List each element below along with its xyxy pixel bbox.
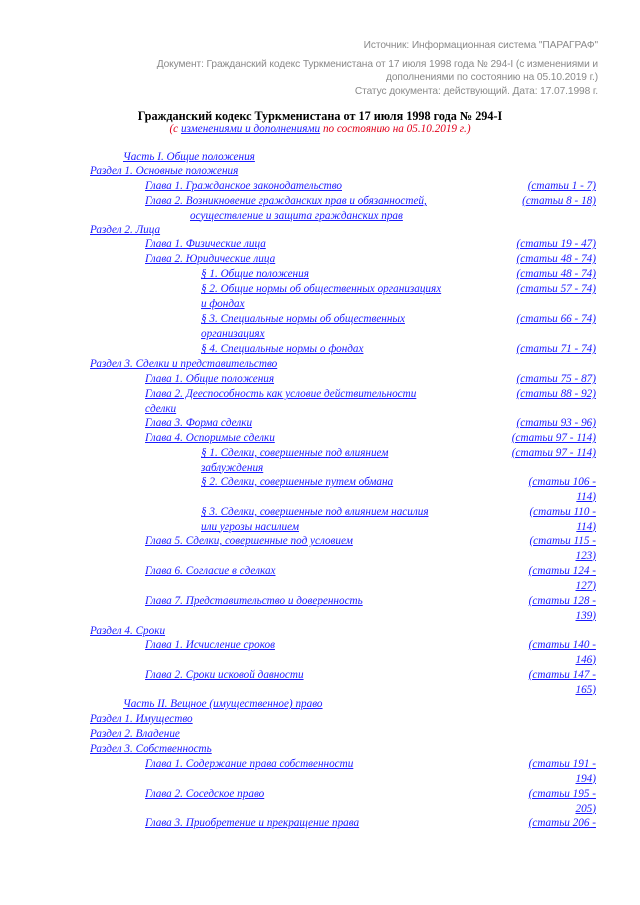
toc-link[interactable]: Раздел 3. Собственность xyxy=(90,743,212,755)
articles-range-link[interactable]: (статьи 8 - 18) xyxy=(522,195,596,207)
toc-link[interactable]: § 3. Сделки, совершенные под влиянием насилия xyxy=(201,506,429,518)
toc-link[interactable]: Глава 2. Юридические лица xyxy=(145,253,276,265)
toc-link[interactable]: Глава 3. Форма сделки xyxy=(145,417,253,429)
toc-link[interactable]: Глава 4. Оспоримые сделки xyxy=(145,432,275,444)
toc-link[interactable]: Глава 2. Дееспособность как условие действительности xyxy=(145,388,417,400)
document-subtitle xyxy=(0,123,640,135)
toc-link[interactable]: Глава 1. Общие положения xyxy=(145,373,275,385)
toc-link-continued[interactable]: организациях xyxy=(201,327,265,340)
articles-range-link-continued[interactable]: 165) xyxy=(575,683,596,696)
articles-range-link[interactable]: (статьи 140 - xyxy=(528,639,596,651)
toc-link-continued[interactable]: заблуждения xyxy=(201,461,264,474)
source-info: Источник: Информационная система "ПАРАГРАФ" xyxy=(363,40,598,51)
toc-link[interactable]: Глава 2. Сроки исковой давности xyxy=(145,669,304,681)
toc-link[interactable]: Глава 1. Гражданское законодательство xyxy=(145,180,343,192)
toc-link[interactable]: Глава 3. Приобретение и прекращение права xyxy=(145,817,360,829)
toc-link[interactable]: Часть I. Общие положения xyxy=(123,151,255,163)
toc-link[interactable]: Раздел 4. Сроки xyxy=(90,625,166,637)
articles-range-link[interactable]: (статьи 97 - 114) xyxy=(511,432,596,444)
articles-range-link[interactable]: (статьи 124 - xyxy=(528,565,596,577)
articles-range-link[interactable]: (статьи 115 - xyxy=(529,535,596,547)
articles-range-link[interactable]: (статьи 57 - 74) xyxy=(516,283,596,295)
toc-link[interactable]: Часть II. Вещное (имущественное) право xyxy=(123,698,323,710)
toc-link-continued[interactable]: сделки xyxy=(145,402,177,415)
articles-range-link-continued[interactable]: 194) xyxy=(575,772,596,785)
articles-range-link[interactable]: (статьи 88 - 92) xyxy=(516,388,596,400)
document-info: Документ: Гражданский кодекс Туркменистана от 17 июля 1998 года № 294-I (с изменениями и дополнениями по состоянию на 05.10.2019 г.) xyxy=(156,59,598,83)
articles-range-link[interactable]: (статьи 128 - xyxy=(528,595,596,607)
toc-link[interactable]: Глава 2. Возникновение гражданских прав и обязанностей, xyxy=(145,195,427,207)
articles-range-link-continued[interactable]: 114) xyxy=(576,490,596,503)
articles-range-link[interactable]: (статьи 1 - 7) xyxy=(527,180,596,192)
articles-range-link[interactable]: (статьи 191 - xyxy=(528,758,596,770)
articles-range-link[interactable]: (статьи 71 - 74) xyxy=(516,343,596,355)
toc-link[interactable]: Глава 5. Сделки, совершенные под условием xyxy=(145,535,353,547)
subtitle-suffix: по состоянию на 05.10.2019 г.) xyxy=(320,123,471,135)
toc-link-continued[interactable]: осуществление и защита гражданских прав xyxy=(190,209,403,222)
articles-range-link-continued[interactable]: 205) xyxy=(575,802,596,815)
toc-link[interactable]: Глава 7. Представительство и доверенность xyxy=(145,595,363,607)
document-status: Статус документа: действующий. Дата: 17.07.1998 г. xyxy=(354,86,598,97)
toc-link[interactable]: Глава 1. Исчисление сроков xyxy=(145,639,275,651)
articles-range-link[interactable]: (статьи 97 - 114) xyxy=(511,447,596,459)
toc-link[interactable]: § 4. Специальные нормы о фондах xyxy=(201,343,364,355)
toc-link[interactable]: Раздел 1. Имущество xyxy=(90,713,193,725)
articles-range-link[interactable]: (статьи 93 - 96) xyxy=(516,417,596,429)
document-title: Гражданский кодекс Туркменистана от 17 июля 1998 года № 294-I xyxy=(137,109,503,123)
articles-range-link-continued[interactable]: 114) xyxy=(576,520,596,533)
subtitle-prefix: (с xyxy=(169,123,181,135)
articles-range-link[interactable]: (статьи 19 - 47) xyxy=(516,238,596,250)
articles-range-link-continued[interactable]: 127) xyxy=(575,579,596,592)
toc-link[interactable]: § 2. Сделки, совершенные путем обмана xyxy=(201,476,394,488)
articles-range-link-continued[interactable]: 123) xyxy=(575,549,596,562)
articles-range-link[interactable]: (статьи 106 - xyxy=(528,476,596,488)
toc-link[interactable]: Глава 2. Соседское право xyxy=(145,788,265,800)
amendments-link[interactable]: изменениями и дополнениями xyxy=(180,123,321,135)
toc-link-continued[interactable]: и фондах xyxy=(201,297,245,310)
articles-range-link[interactable]: (статьи 195 - xyxy=(528,788,596,800)
articles-range-link[interactable]: (статьи 48 - 74) xyxy=(516,268,596,280)
toc-link[interactable]: Раздел 2. Владение xyxy=(90,728,180,740)
articles-range-link[interactable]: (статьи 48 - 74) xyxy=(516,253,596,265)
toc-link[interactable]: Глава 6. Согласие в сделках xyxy=(145,565,276,577)
articles-range-link[interactable]: (статьи 66 - 74) xyxy=(516,313,596,325)
toc-link-continued[interactable]: или угрозы насилием xyxy=(201,520,299,533)
articles-range-link[interactable]: (статьи 75 - 87) xyxy=(516,373,596,385)
toc-link[interactable]: Раздел 1. Основные положения xyxy=(90,165,239,177)
articles-range-link[interactable]: (статьи 147 - xyxy=(528,669,596,681)
toc-link[interactable]: § 1. Сделки, совершенные под влиянием xyxy=(201,447,389,459)
articles-range-link-continued[interactable]: 146) xyxy=(575,653,596,666)
toc-link[interactable]: § 2. Общие нормы об общественных организациях xyxy=(201,283,442,295)
toc-link[interactable]: Раздел 3. Сделки и представительство xyxy=(90,358,278,370)
toc-link[interactable]: Глава 1. Физические лица xyxy=(145,238,266,250)
toc-link[interactable]: Глава 1. Содержание права собственности xyxy=(145,758,354,770)
articles-range-link[interactable]: (статьи 206 - xyxy=(528,817,596,829)
articles-range-link[interactable]: (статьи 110 - xyxy=(529,506,596,518)
toc-link[interactable]: § 3. Специальные нормы об общественных xyxy=(201,313,405,325)
toc-link[interactable]: § 1. Общие положения xyxy=(201,268,309,280)
toc-link[interactable]: Раздел 2. Лица xyxy=(90,224,161,236)
articles-range-link-continued[interactable]: 139) xyxy=(575,609,596,622)
